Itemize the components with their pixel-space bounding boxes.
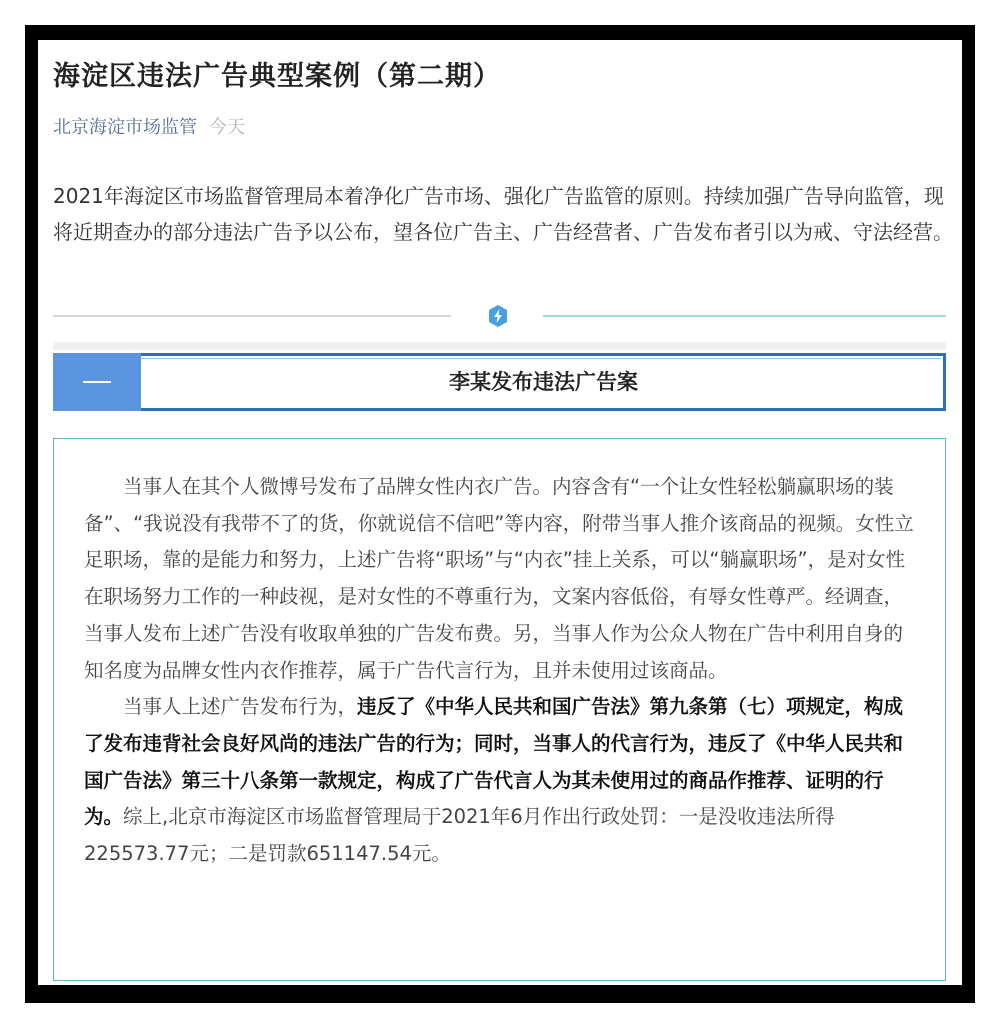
divider-line-left (53, 315, 451, 317)
case-paragraph-1: 当事人在其个人微博号发布了品牌女性内衣广告。内容含有“一个让女性轻松躺赢职场的装备”、“我说没有我带不了的货，你就说信不信吧”等内容，附带当事人推介该商品的视频。女性立足职场，靠的是能力和努力，上述广告将“职场”与“内衣”挂上关系，可以“躺赢职场”，是对女性在职场努力工作的一种歧视，是对女性的不尊重行为，文案内容低俗，有辱女性尊严。经调查，当事人发布上述广告没有收取单独的广告发布费。另，当事人作为公众人物在广告中利用自身的知名度为品牌女性内衣作推荐，属于广告代言行为，且并未使用过该商品。 (84, 475, 914, 682)
section-number-mark (83, 381, 111, 383)
divider-line-right (543, 315, 946, 317)
section-number-tab (53, 353, 141, 411)
case-paragraph-2 (84, 689, 916, 873)
article-meta (53, 113, 245, 139)
case-paragraph-2-lead: 当事人上述广告发布行为， (123, 695, 358, 719)
intro-paragraph: 2021年海淀区市场监督管理局本着净化广告市场、强化广告监管的原则。持续加强广告导向监管，现将近期查办的部分违法广告予以公布，望各位广告主、广告经营者、广告发布者引以为戒、守法经营。 (53, 184, 953, 244)
account-name-link[interactable]: 北京海淀市场监管 (53, 117, 197, 138)
section-header-shadow (53, 342, 946, 350)
case-paragraph-2-penalty: 综上,北京市海淀区市场监督管理局于2021年6月作出行政处罚：一是没收违法所得225573.77元；二是罚款651147.54元。 (84, 805, 835, 866)
case-content-box (53, 438, 946, 981)
case-text (84, 469, 916, 873)
lightning-badge-icon (486, 304, 510, 328)
publish-time: 今天 (209, 117, 245, 138)
article-title: 海淀区违法广告典型案例（第二期） (53, 61, 501, 92)
case-paragraph-2-violation: 违反了《中华人民共和国广告法》第九条第（七）项规定，构成了发布违背社会良好风尚的违法广告的行为；同时，当事人的代言行为，违反了《中华人民共和国广告法》第三十八条第一款规定，构成了广告代言人为其未使用过的商品作推荐、证明的行为。 (84, 695, 904, 829)
article-container (38, 40, 962, 985)
section-title: 李某发布违法广告案 (449, 370, 638, 394)
